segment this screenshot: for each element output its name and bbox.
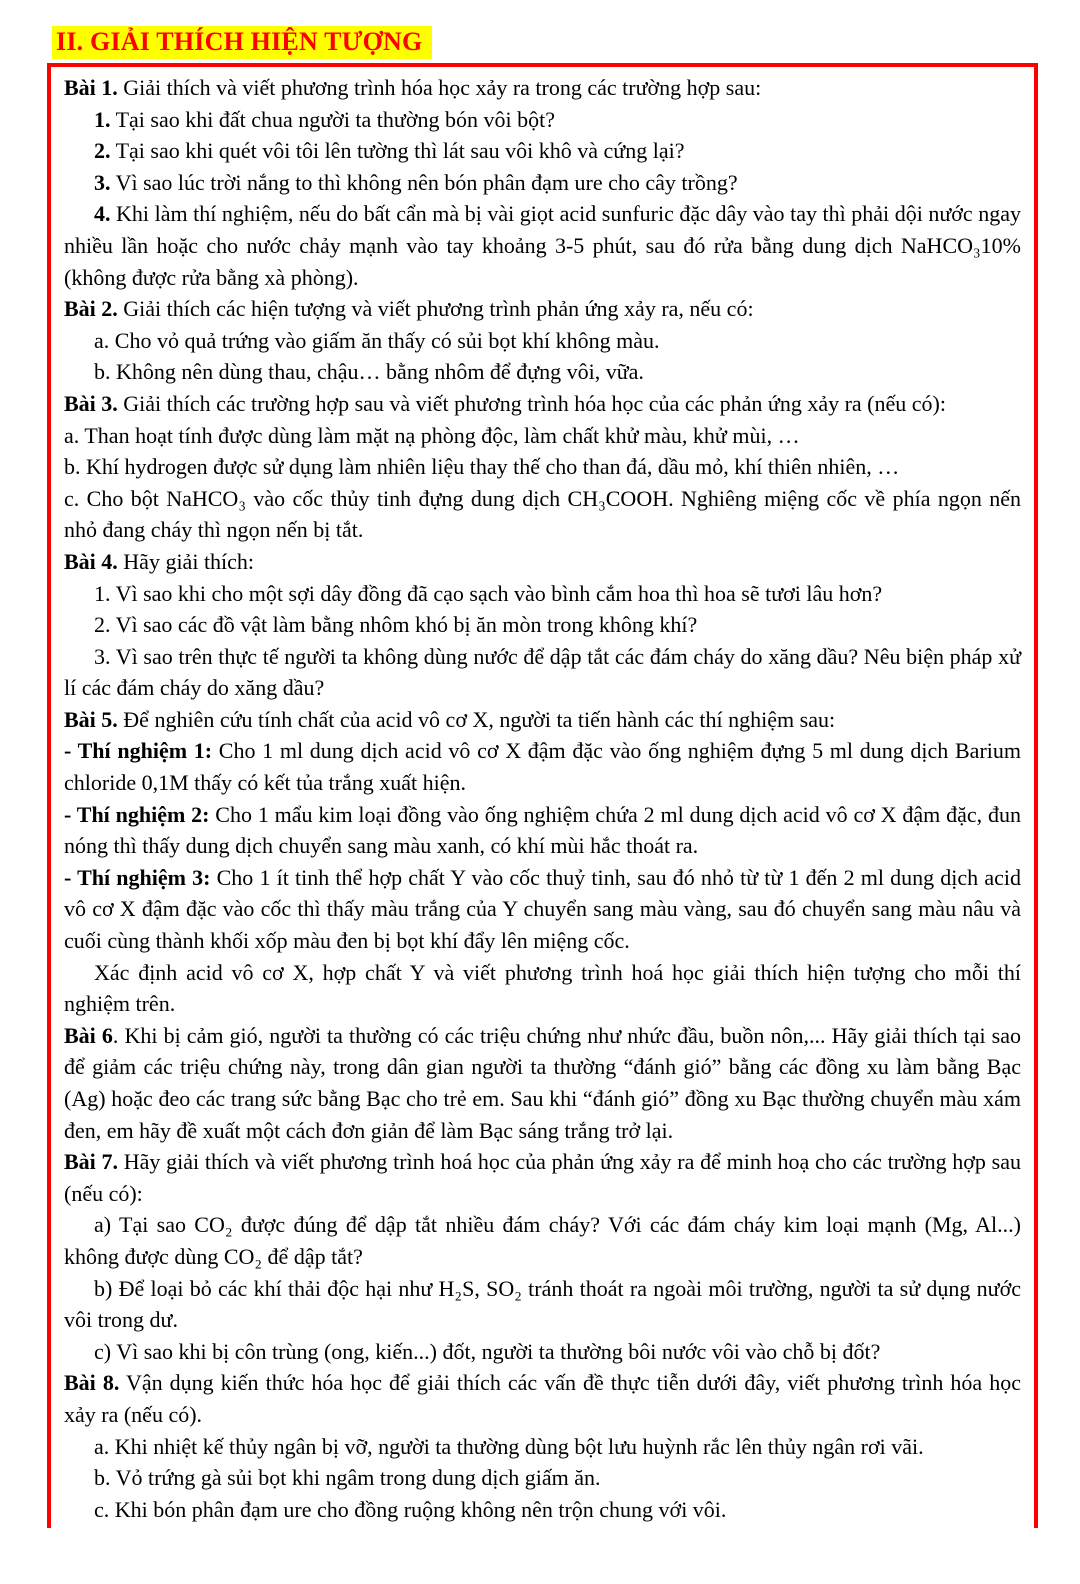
exercise-text: Xác định acid vô cơ X, hợp chất Y và viết phương trình hoá học giải thích hiện tượng cho mỗi thí nghiệm trên. [64, 959, 1021, 1017]
exercise-line [64, 198, 1021, 293]
exercise-lead: Bài 2. [64, 296, 118, 322]
exercise-line [64, 1273, 1021, 1336]
exercise-lead: Bài 7. [64, 1149, 119, 1175]
exercise-text: Giải thích các trường hợp sau và viết phương trình hóa học của các phản ứng xảy ra (nếu có): [117, 390, 946, 416]
exercise-text: Tại sao khi đất chua người ta thường bón vôi bột? [110, 106, 555, 132]
exercise-text: a. Khi nhiệt kế thủy ngân bị vỡ, người ta thường dùng bột lưu huỳnh rắc lên thủy ngân rơi vãi. [94, 1433, 924, 1459]
exercise-line [64, 862, 1021, 957]
exercise-heading [64, 1020, 1021, 1146]
exercise-text: Giải thích và viết phương trình hóa học xảy ra trong các trường hợp sau: [117, 75, 762, 100]
exercise-text: Vì sao lúc trời nắng to thì không nên bón phân đạm ure cho cây trồng? [110, 169, 738, 195]
exercise-line [64, 641, 1021, 704]
exercise-lead: - Thí nghiệm 1: [64, 738, 213, 764]
exercise-lead: Bài 1. [64, 75, 118, 100]
exercise-text: a. Cho vỏ quả trứng vào giấm ăn thấy có sủi bọt khí không màu. [94, 327, 660, 353]
exercise-line [64, 356, 1021, 388]
exercise-line [64, 957, 1021, 1020]
exercise-text: c. Khi bón phân đạm ure cho đồng ruộng không nên trộn chung với vôi. [94, 1496, 727, 1522]
exercise-lead: - Thí nghiệm 3: [64, 864, 211, 890]
exercise-text: c. Cho bột NaHCO₃ vào cốc thủy tinh đựng dung dịch CH₃COOH. Nghiêng miệng cốc về phía ngọn nến nhỏ đang cháy thì ngọn nến bị tắt. [64, 485, 1021, 543]
exercise-text: Tại sao khi quét vôi tôi lên tường thì lát sau vôi khô và cứng lại? [110, 138, 685, 164]
exercise-line [64, 735, 1021, 798]
exercise-line [64, 135, 1021, 167]
exercise-line [64, 420, 1021, 452]
exercise-text: 3. Vì sao trên thực tế người ta không dùng nước để dập tắt các đám cháy do xăng dầu? Nêu biện pháp xử lí các đám cháy do xăng dầu? [64, 643, 1021, 701]
exercise-text: a) Tại sao CO₂ được đúng để dập tắt nhiều đám cháy? Với các đám cháy kim loại mạnh (Mg, Al...) không được dùng CO₂ để dập tắt? [64, 1212, 1021, 1269]
exercise-lead: Bài 8. [64, 1370, 120, 1396]
exercise-heading [64, 72, 1021, 104]
exercise-heading [64, 293, 1021, 325]
exercise-line [64, 1431, 1021, 1463]
exercise-line [64, 578, 1021, 610]
exercise-line [64, 1462, 1021, 1494]
exercise-text: b) Để loại bỏ các khí thải độc hại như H₂S, SO₂ tránh thoát ra ngoài môi trường, người ta sử dụng nước vôi trong dư. [64, 1275, 1021, 1333]
exercise-text: Giải thích các hiện tượng và viết phương trình phản ứng xảy ra, nếu có: [117, 296, 754, 322]
exercise-line [64, 104, 1021, 136]
exercise-lead: 1. [94, 106, 111, 132]
exercise-text: b. Không nên dùng thau, chậu… bằng nhôm để đựng vôi, vữa. [94, 359, 644, 385]
exercise-heading [64, 704, 1021, 736]
exercise-heading [64, 388, 1021, 420]
exercise-text: Cho 1 ml dung dịch acid vô cơ X đậm đặc vào ống nghiệm đựng 5 ml dung dịch Barium chloride 0,1M thấy có kết tủa trắng xuất hiện. [64, 738, 1021, 796]
exercise-text: Vận dụng kiến thức hóa học để giải thích các vấn đề thực tiễn dưới đây, viết phương trình hóa học xảy ra (nếu có). [64, 1370, 1021, 1427]
exercise-text: Cho 1 mẩu kim loại đồng vào ống nghiệm chứa 2 ml dung dịch acid vô cơ X đậm đặc, đun nóng thì thấy dung dịch chuyển sang màu xanh, có khí mùi hắc thoát ra. [64, 801, 1021, 859]
section-header-label: II. GIẢI THÍCH HIỆN TƯỢNG [56, 27, 423, 56]
exercise-text: Để nghiên cứu tính chất của acid vô cơ X, người ta tiến hành các thí nghiệm sau: [117, 706, 836, 732]
exercise-text: Cho 1 ít tinh thể hợp chất Y vào cốc thuỷ tinh, sau đó nhỏ từ từ 1 đến 2 ml dung dịch acid vô cơ X đậm đặc vào cốc thì thấy màu trắng của Y chuyển sang màu vàng, sau đó chuyển sang màu nâu và cuối cùng thành khối xốp màu đen bị bọt khí đẩy lên miệng cốc. [64, 864, 1021, 954]
exercise-lead: Bài 4. [64, 548, 118, 574]
exercise-lead: 2. [94, 138, 111, 164]
exercise-line [64, 1494, 1021, 1526]
exercise-lead: 4. [94, 201, 111, 227]
exercise-text: c) Vì sao khi bị côn trùng (ong, kiến...) đốt, người ta thường bôi nước vôi vào chỗ bị đốt? [94, 1338, 881, 1364]
exercise-line [64, 609, 1021, 641]
exercise-line [64, 167, 1021, 199]
exercise-lead: Bài 3. [64, 390, 118, 416]
exercise-lead: Bài 5. [64, 706, 118, 732]
exercise-text: b. Vỏ trứng gà sủi bọt khi ngâm trong dung dịch giấm ăn. [94, 1465, 601, 1491]
exercise-heading [64, 1367, 1021, 1430]
section-header [52, 26, 432, 59]
exercise-text: 2. Vì sao các đồ vật làm bằng nhôm khó bị ăn mòn trong không khí? [94, 612, 698, 638]
exercise-heading [64, 1146, 1021, 1209]
exercise-text: b. Khí hydrogen được sử dụng làm nhiên liệu thay thế cho than đá, dầu mỏ, khí thiên nhiên, … [64, 454, 900, 480]
exercise-text: Hãy giải thích và viết phương trình hoá học của phản ứng xảy ra để minh hoạ cho các trường hợp sau (nếu có): [64, 1149, 1021, 1206]
exercise-text: . Khi bị cảm gió, người ta thường có các triệu chứng như nhức đầu, buồn nôn,... Hãy giải thích tại sao để giảm các triệu chứng này, trong dân gian người ta thường “đánh gió” bằng các đồng xu làm bằng Bạc (Ag) hoặc đeo các trang sức bằng Bạc cho trẻ em. Sau khi “đánh gió” đồng xu Bạc thường chuyển màu xám đen, em hãy đề xuất một cách đơn giản để làm Bạc sáng trắng trở lại. [64, 1022, 1021, 1143]
exercise-line [64, 451, 1021, 483]
exercise-lead: 3. [94, 169, 111, 195]
exercise-line [64, 483, 1021, 546]
exercise-text: a. Than hoạt tính được dùng làm mặt nạ phòng độc, làm chất khử màu, khử mùi, … [64, 422, 800, 448]
exercise-text: Hãy giải thích: [117, 548, 255, 574]
exercise-line [64, 1209, 1021, 1272]
exercise-lead: Bài 6 [64, 1022, 113, 1048]
exercise-line [64, 325, 1021, 357]
exercise-text: Khi làm thí nghiệm, nếu do bất cẩn mà bị vài giọt acid sunfuric đặc dây vào tay thì phải dội nước ngay nhiều lần hoặc cho nước chảy mạnh vào tay khoảng 3-5 phút, sau đó rửa bằng dung dịch NaHCO₃10% (không được rửa bằng xà phòng). [64, 201, 1021, 290]
exercise-heading [64, 546, 1021, 578]
exercise-text: 1. Vì sao khi cho một sợi dây đồng đã cạo sạch vào bình cắm hoa thì hoa sẽ tươi lâu hơn? [94, 580, 883, 606]
exercise-lead: - Thí nghiệm 2: [64, 801, 210, 827]
exercise-box [47, 63, 1038, 1528]
exercise-line [64, 799, 1021, 862]
exercise-line [64, 1336, 1021, 1368]
